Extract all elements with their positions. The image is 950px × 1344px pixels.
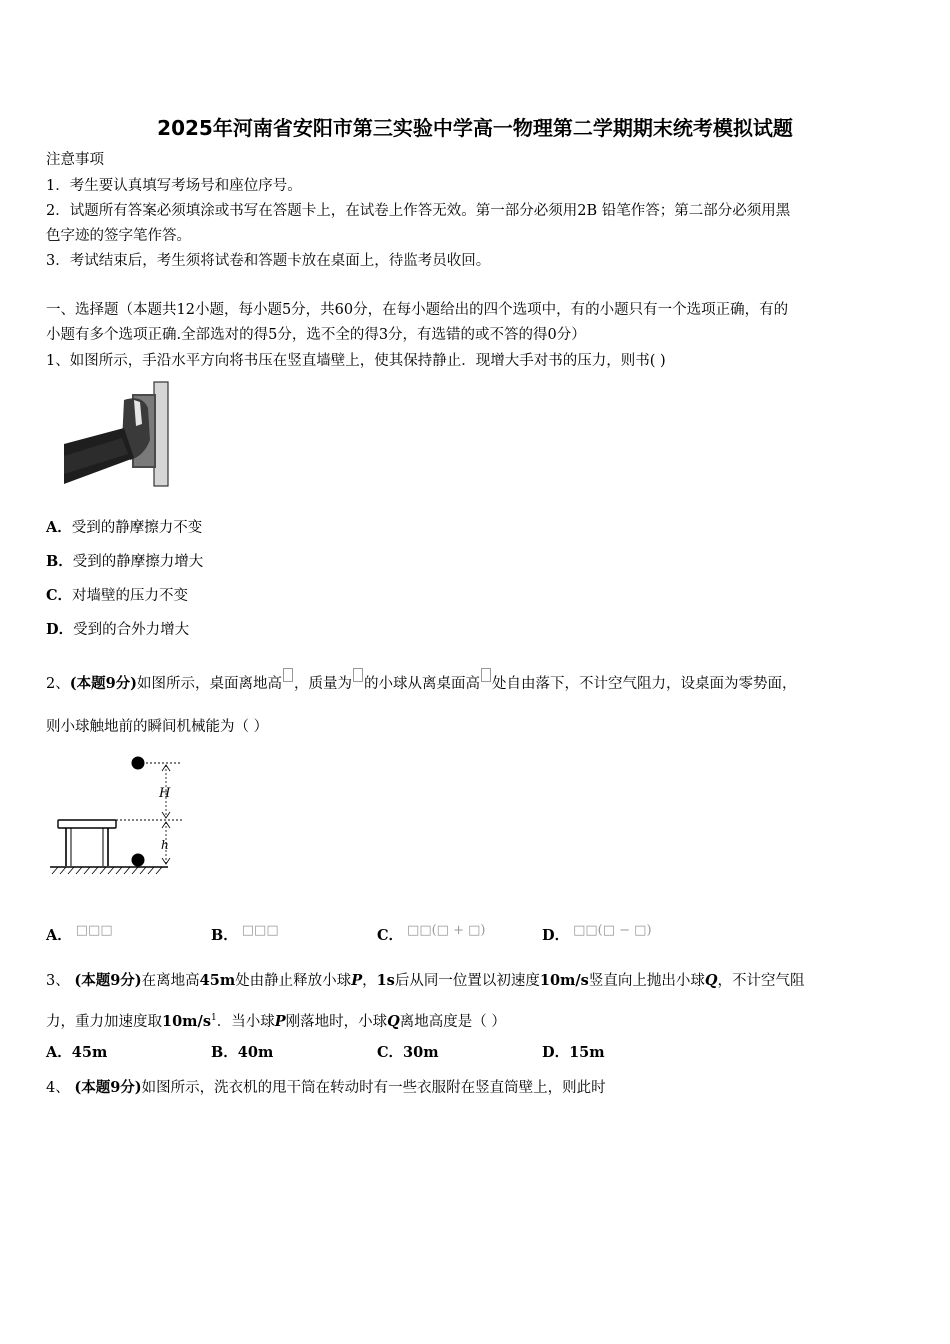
section-instructions-line2: 小题有多个选项正确.全部选对的得5分，选不全的得3分，有选错的或不答的得0分）: [46, 327, 586, 343]
q1-option-d-text: 受到的合外力增大: [73, 622, 190, 638]
q3-text-4: 竖直向上抛出小球: [588, 973, 705, 989]
q4-points: (本题9分): [74, 1079, 142, 1096]
q2-option-b[interactable]: [211, 921, 279, 946]
q3-option-b-letter: B．: [211, 1044, 238, 1061]
q2-stem-line2: 则小球触地前的瞬间机械能为（ ）: [46, 719, 269, 735]
q2-option-c-letter: C．: [377, 927, 404, 944]
q2-text-1: 如图所示，桌面离地高: [137, 676, 283, 692]
section-instructions-line1: 一、选择题（本题共12小题，每小题5分，共60分，在每小题给出的四个选项中，有的小题只有一个选项正确，有的: [46, 302, 789, 318]
q3-time: 1s: [376, 972, 395, 989]
q4-number: 4、: [46, 1080, 70, 1096]
ball-top-icon: [132, 757, 145, 770]
formula-placeholder-icon: [353, 668, 363, 682]
q3-text-5: ，不计空气阻: [717, 973, 805, 989]
q3-text-9: 离地高度是（ ）: [399, 1013, 506, 1030]
q1-option-b[interactable]: [46, 552, 203, 572]
q2-option-c[interactable]: [377, 921, 485, 946]
q3-ball-p: P: [351, 972, 363, 989]
q3-comma: ，: [362, 973, 377, 989]
q2-option-d-formula: □□(□ − □): [573, 923, 652, 938]
q2-option-b-formula: □□□: [241, 923, 279, 938]
q3-text-3: 后从同一位置以初速度: [394, 973, 540, 989]
q3-ball-q: Q: [704, 972, 718, 989]
q3-text-1: 在离地高: [141, 973, 200, 989]
q3-option-d-letter: D．: [542, 1044, 570, 1061]
q2-text-3: 的小球从离桌面高: [364, 676, 481, 692]
q3-gravity: 10m/s: [162, 1012, 211, 1030]
q3-option-d[interactable]: [542, 1043, 605, 1063]
q2-text-2: ，质量为: [294, 676, 353, 692]
q2-text-4: 处自由落下，不计空气阻力，设桌面为零势面，: [492, 676, 797, 692]
q3-option-a-letter: A．: [46, 1044, 72, 1061]
q3-number: 3、: [46, 973, 70, 989]
formula-placeholder-icon: [481, 668, 491, 682]
q2-option-b-letter: B．: [211, 927, 238, 944]
q3-ball-q-2: Q: [387, 1012, 400, 1030]
q3-option-d-text: 15m: [569, 1044, 605, 1061]
table-ball-drop-figure: [46, 752, 186, 880]
q1-option-b-text: 受到的静摩擦力增大: [72, 554, 204, 570]
notice-item-2: 2．试题所有答案必须填涂或书写在答题卡上，在试卷上作答无效。第一部分必须用2B 铅笔作答；第二部分必须用黑: [46, 203, 791, 219]
q3-option-a[interactable]: [46, 1043, 107, 1063]
q1-option-a-text: 受到的静摩擦力不变: [71, 520, 203, 536]
notice-item-1: 1．考生要认真填写考场号和座位序号。: [46, 178, 302, 194]
q2-option-d-letter: D．: [542, 927, 570, 944]
fig-label-H: H: [159, 786, 171, 801]
q1-option-d-letter: D．: [46, 621, 74, 638]
q4-stem: [46, 1078, 606, 1098]
notice-item-3: 3．考试结束后，考生须将试卷和答题卡放在桌面上，待监考员收回。: [46, 253, 491, 269]
q1-option-c-text: 对墙壁的压力不变: [72, 588, 189, 604]
q1-option-d[interactable]: [46, 620, 189, 640]
q3-option-a-text: 45m: [71, 1044, 108, 1061]
q3-text-8: 刚落地时，小球: [285, 1013, 388, 1030]
ball-bottom-icon: [132, 854, 145, 867]
q3-velocity: 10m/s: [539, 972, 589, 989]
hand-book-wall-figure: [64, 380, 180, 488]
q1-option-c[interactable]: [46, 586, 188, 606]
q1-option-a[interactable]: [46, 518, 202, 538]
q3-text-7: ．当小球: [216, 1013, 275, 1030]
q3-stem-line1: [46, 971, 804, 991]
q3-points: (本题9分): [74, 972, 142, 989]
q3-gravity-exponent: 1: [210, 1013, 217, 1023]
notice-heading: 注意事项: [46, 152, 104, 168]
formula-placeholder-icon: [283, 668, 293, 682]
page-title: 2025年河南省安阳市第三实验中学高一物理第二学期期末统考模拟试题: [157, 116, 793, 140]
q3-option-c-letter: C．: [377, 1044, 404, 1061]
q2-option-c-formula: □□(□ + □): [407, 923, 486, 938]
q2-stem-line1: [46, 668, 797, 694]
q3-height: 45m: [199, 972, 236, 989]
q3-text-6: 力，重力加速度取: [46, 1013, 162, 1030]
fig-label-h: h: [161, 838, 169, 852]
q2-option-d[interactable]: [542, 921, 652, 946]
q2-points: (本题9分): [69, 675, 138, 692]
q3-stem-line2: [46, 1008, 506, 1032]
q1-option-c-letter: C．: [46, 587, 73, 604]
q3-option-b[interactable]: [211, 1043, 273, 1063]
q3-option-c[interactable]: [377, 1043, 439, 1063]
q1-option-a-letter: A．: [46, 519, 72, 536]
q2-option-a-letter: A．: [46, 927, 72, 944]
q4-text: 如图所示，洗衣机的甩干筒在转动时有一些衣服附在竖直筒壁上，则此时: [141, 1080, 606, 1096]
q3-text-2: 处由静止释放小球: [235, 973, 352, 989]
q3-option-b-text: 40m: [237, 1044, 274, 1061]
q3-ball-p-2: P: [274, 1012, 286, 1030]
q1-option-b-letter: B．: [46, 553, 73, 570]
q2-number: 2、: [46, 676, 70, 692]
q3-option-c-text: 30m: [403, 1044, 439, 1061]
q2-option-a-formula: □□□: [75, 923, 113, 938]
q1-stem: 1、如图所示，手沿水平方向将书压在竖直墙壁上，使其保持静止．现增大手对书的压力，则书( ): [46, 353, 666, 369]
q2-option-a[interactable]: [46, 921, 113, 946]
notice-item-2-cont: 色字迹的签字笔作答。: [46, 228, 191, 244]
